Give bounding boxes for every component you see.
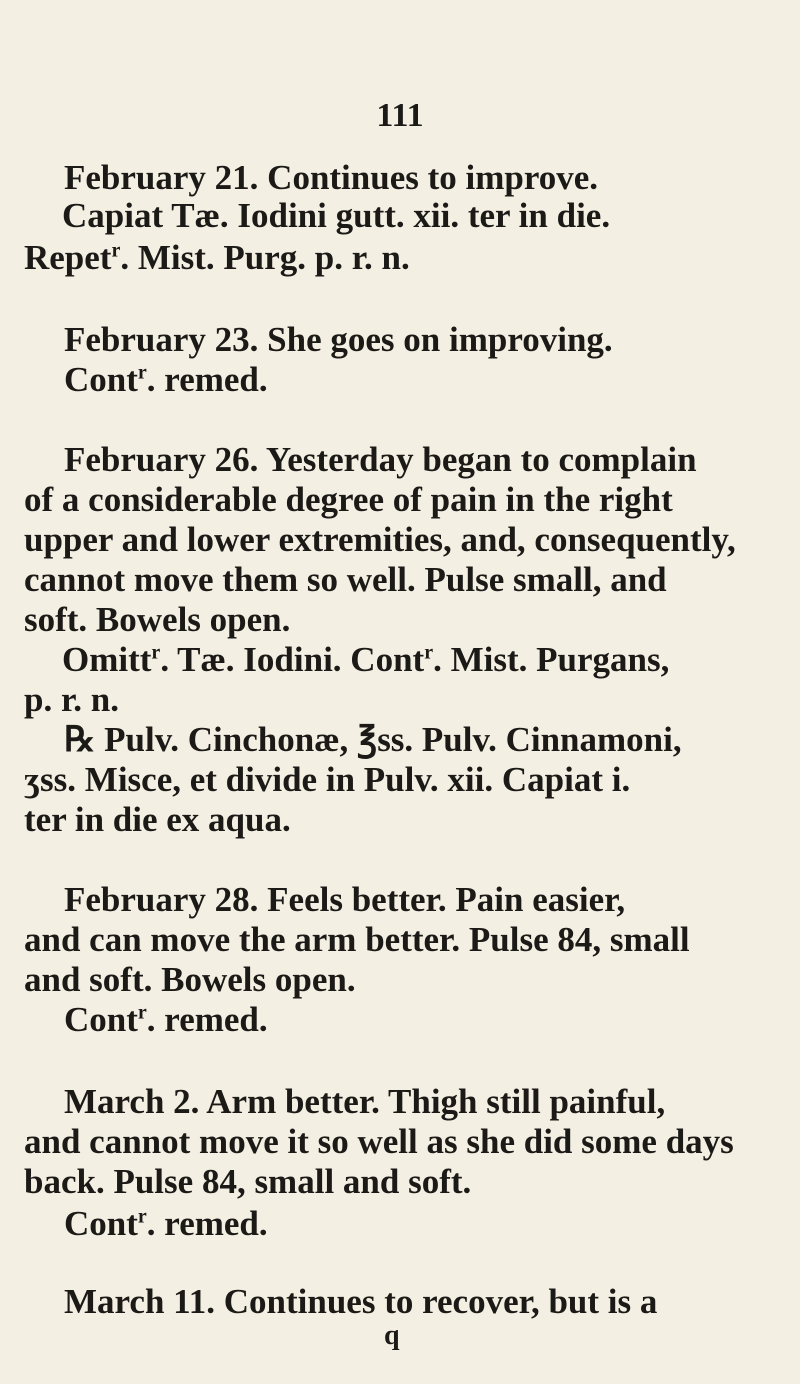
entry-line: back. Pulse 84, small and soft. xyxy=(24,1162,472,1201)
entry-line: Repet$^r$. Mist. Purg. p. r. n. xyxy=(24,238,410,277)
entry-line: and cannot move it so well as she did some days xyxy=(24,1122,734,1161)
entry-line: February 28. Feels better. Pain easier, xyxy=(64,880,626,919)
page-number: 111 xyxy=(376,97,424,134)
entry-line: and can move the arm better. Pulse 84, small xyxy=(24,920,690,959)
entry-line: upper and lower extremities, and, consequently, xyxy=(24,520,736,559)
entry-line: of a considerable degree of pain in the right xyxy=(24,480,673,519)
entry-line: Cont$^r$. remed. xyxy=(64,360,268,399)
entry-line: ℞ Pulv. Cinchonæ, ℥ss. Pulv. Cinnamoni, xyxy=(64,720,682,759)
entry-line: soft. Bowels open. xyxy=(24,600,291,639)
entry-line: p. r. n. xyxy=(24,680,120,719)
entry-line: Omitt$^r$. Tæ. Iodini. Cont$^r$. Mist. Purgans, xyxy=(62,640,670,679)
entry-line: February 26. Yesterday began to complain xyxy=(64,440,697,479)
entry-line: cannot move them so well. Pulse small, and xyxy=(24,560,667,599)
entry-line: ter in die ex aqua. xyxy=(24,800,291,839)
entry-line: March 11. Continues to recover, but is a xyxy=(64,1282,658,1321)
entry-line: February 21. Continues to improve. xyxy=(64,158,599,197)
entry-line: ʒss. Misce, et divide in Pulv. xii. Capiat i. xyxy=(24,760,631,799)
entry-line: and soft. Bowels open. xyxy=(24,960,356,999)
entry-line: Cont$^r$. remed. xyxy=(64,1204,268,1243)
entry-line: Cont$^r$. remed. xyxy=(64,1000,268,1039)
entry-line: March 2. Arm better. Thigh still painful, xyxy=(64,1082,666,1121)
entry-line: Capiat Tæ. Iodini gutt. xii. ter in die. xyxy=(62,196,611,235)
signature-mark: q xyxy=(384,1320,400,1351)
entry-line: February 23. She goes on improving. xyxy=(64,320,613,359)
